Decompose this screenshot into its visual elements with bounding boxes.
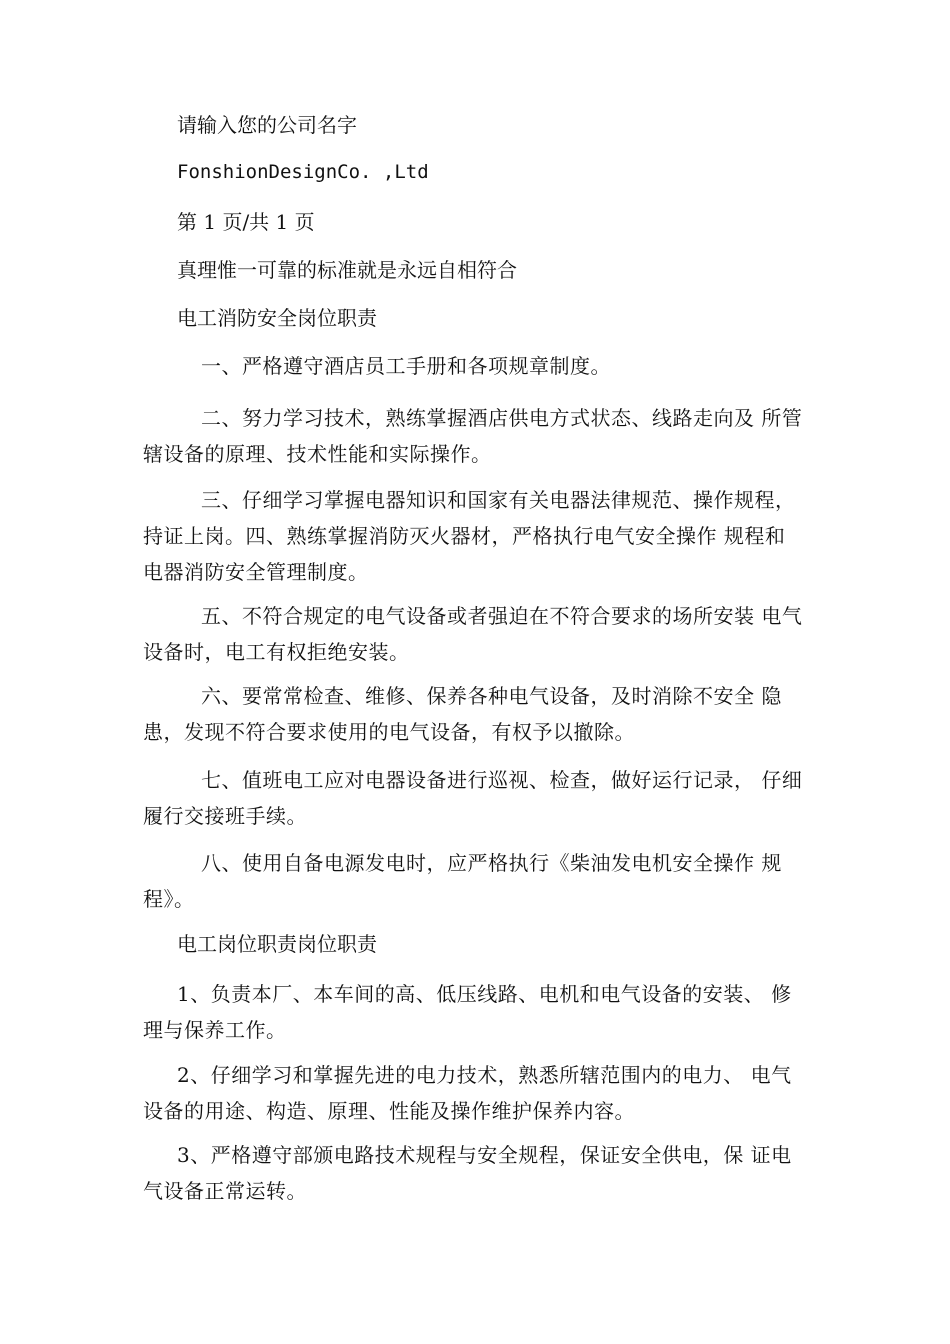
list-item: [143, 482, 833, 590]
list-item-line: 辖设备的原理、技术性能和实际操作。: [143, 442, 492, 466]
list-item-line: 1、负责本厂、本车间的高、低压线路、电机和电气设备的安装、 修: [177, 982, 792, 1006]
section-title-fire-safety: 电工消防安全岗位职责: [177, 306, 377, 330]
company-name: FonshionDesignCo. ,Ltd: [177, 161, 429, 183]
list-item-line: 患，发现不符合要求使用的电气设备，有权予以撤除。: [143, 720, 635, 744]
list-item: [143, 400, 833, 472]
list-item-line: 理与保养工作。: [143, 1018, 287, 1042]
section-title-electrician: 电工岗位职责岗位职责: [177, 932, 377, 956]
list-item: [143, 348, 833, 384]
list-item-line: 3、严格遵守部颁电路技术规程与安全规程，保证安全供电，保 证电: [177, 1143, 792, 1167]
list-item-line: 电器消防安全管理制度。: [143, 560, 369, 584]
list-item: [143, 678, 833, 750]
list-item-line: 六、要常常检查、维修、保养各种电气设备，及时消除不安全 隐: [201, 684, 782, 708]
list-item-line: 持证上岗。四、熟练掌握消防灭火器材，严格执行电气安全操作 规程和: [143, 524, 786, 548]
list-item-line: 七、值班电工应对电器设备进行巡视、检查，做好运行记录， 仔细: [201, 768, 803, 792]
list-item-line: 三、仔细学习掌握电器知识和国家有关电器法律规范、操作规程，: [201, 488, 796, 512]
company-placeholder: 请输入您的公司名字: [177, 113, 357, 137]
list-item-line: 设备时，电工有权拒绝安装。: [143, 640, 410, 664]
page-info: 第 1 页/共 1 页: [177, 210, 315, 234]
list-item: [143, 598, 833, 670]
list-item: [143, 976, 833, 1048]
list-item-line: 气设备正常运转。: [143, 1179, 307, 1203]
list-item-line: 设备的用途、构造、原理、性能及操作维护保养内容。: [143, 1099, 635, 1123]
list-item-line: 八、使用自备电源发电时，应严格执行《柴油发电机安全操作 规: [201, 851, 782, 875]
list-item-line: 程》。: [143, 887, 195, 911]
list-item: [143, 1137, 833, 1209]
list-item-line: 二、努力学习技术，熟练掌握酒店供电方式状态、线路走向及 所管: [201, 406, 803, 430]
list-item-line: 五、不符合规定的电气设备或者强迫在不符合要求的场所安装 电气: [201, 604, 803, 628]
list-item: [143, 845, 833, 917]
list-item: [143, 762, 833, 834]
motto: 真理惟一可靠的标准就是永远自相符合: [177, 258, 517, 282]
list-item: [143, 1057, 833, 1129]
list-item-line: 2、仔细学习和掌握先进的电力技术，熟悉所辖范围内的电力、 电气: [177, 1063, 792, 1087]
list-item-line: 履行交接班手续。: [143, 804, 307, 828]
list-item-line: 一、严格遵守酒店员工手册和各项规章制度。: [201, 354, 611, 378]
